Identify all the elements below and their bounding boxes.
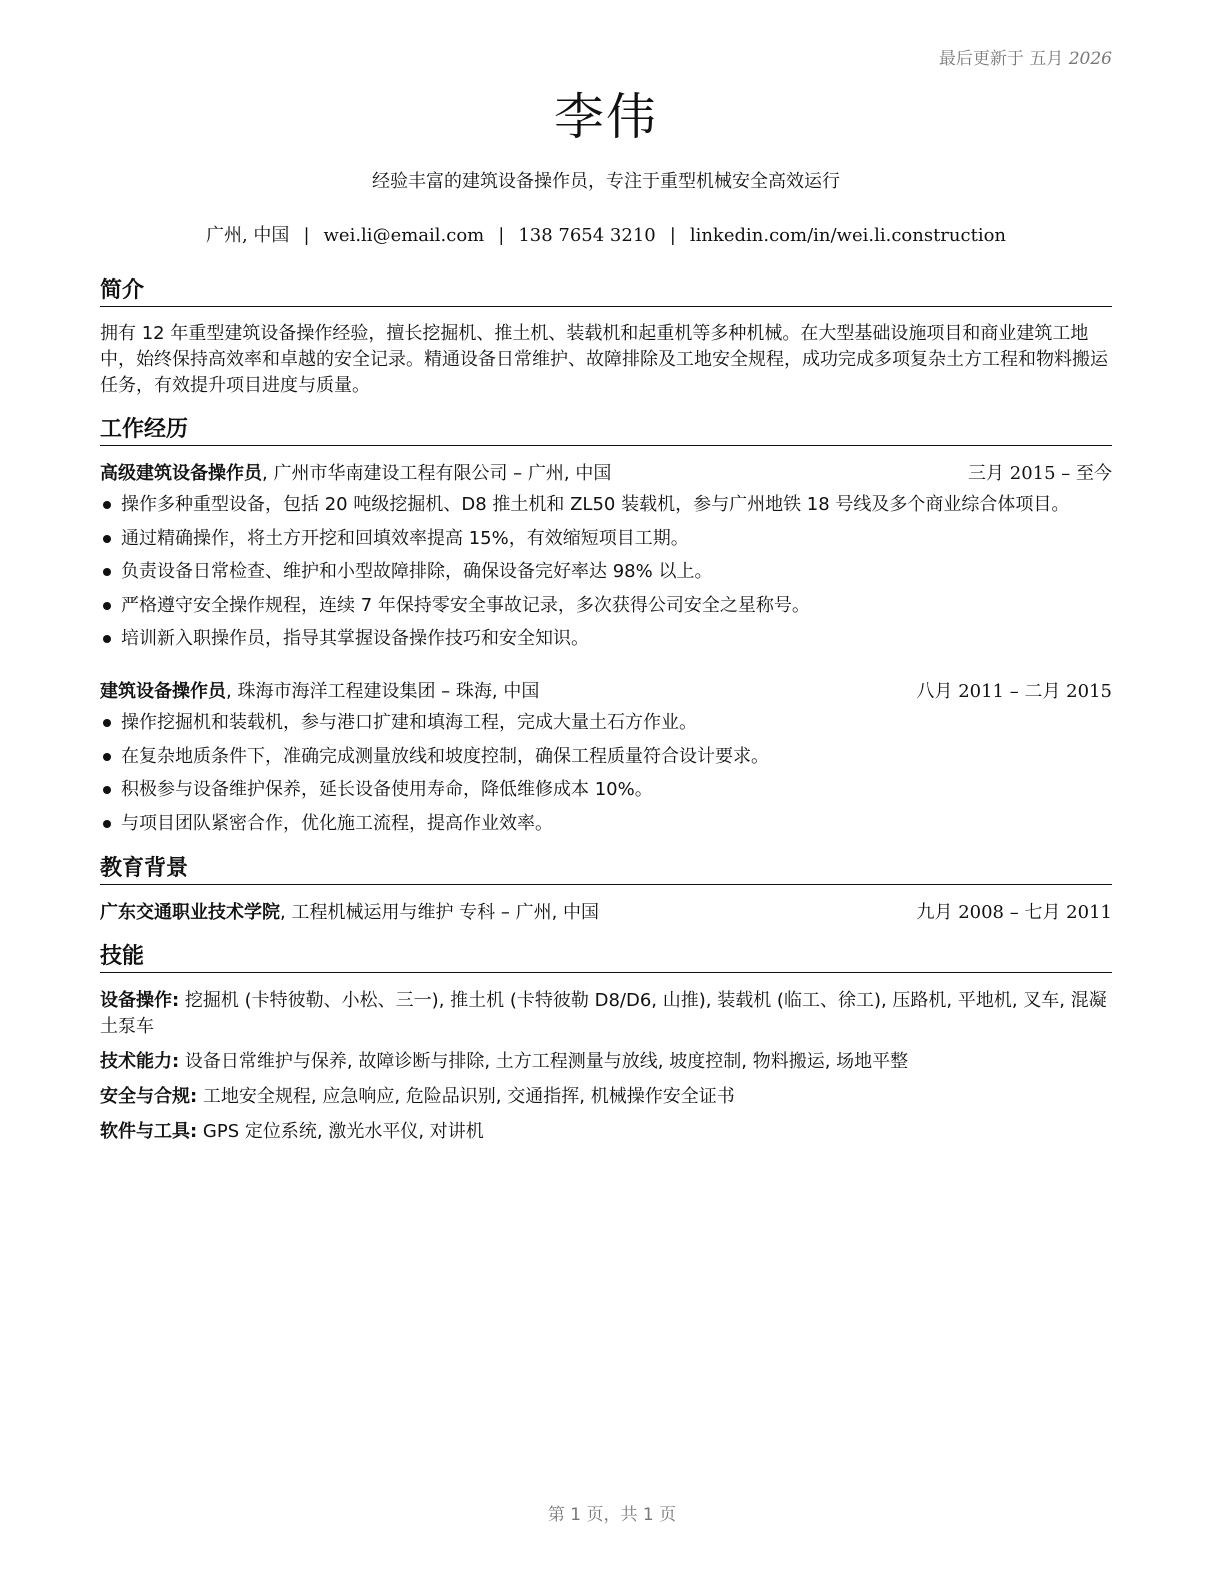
contact-linkedin[interactable]: linkedin.com/in/wei.li.construction [689, 225, 1007, 246]
contact-separator: | [669, 225, 676, 246]
last-updated-year: 2026 [1068, 49, 1112, 69]
education-entry [100, 899, 1112, 927]
job-date: 八月 2011 – 二月 2015 [916, 681, 1112, 702]
tagline: 经验丰富的建筑设备操作员，专注于重型机械安全高效运行 [372, 171, 840, 192]
contact-email[interactable]: wei.li@email.com [323, 225, 485, 246]
skill-label: 设备操作: [100, 990, 180, 1011]
skill-label: 技术能力: [100, 1051, 180, 1072]
section-title-skills: 技能 [100, 942, 1112, 973]
contact-separator: | [498, 225, 505, 246]
last-updated [939, 44, 1112, 69]
page-footer: 第 1 页，共 1 页 [547, 1505, 677, 1525]
job-date: 三月 2015 – 至今 [968, 463, 1112, 484]
contact-separator: | [303, 225, 310, 246]
list-item: 与项目团队紧密合作，优化施工流程，提高作业效率。 [100, 807, 1112, 841]
job-org: , 广州市华南建设工程有限公司 – 广州, 中国 [262, 463, 612, 484]
job-header [100, 678, 1112, 706]
list-item: 积极参与设备维护保养，延长设备使用寿命，降低维修成本 10%。 [100, 773, 1112, 807]
job-role: 高级建筑设备操作员 [100, 463, 262, 484]
skill-value: 工地安全规程, 应急响应, 危险品识别, 交通指挥, 机械操作安全证书 [197, 1086, 735, 1107]
job-header [100, 460, 1112, 488]
skill-value: 挖掘机 (卡特彼勒、小松、三一), 推土机 (卡特彼勒 D8/D6, 山推), 装载机 (临工、徐工), 压路机, 平地机, 叉车, 混凝土泵车 [100, 990, 1107, 1037]
section-title-summary: 简介 [100, 276, 1112, 307]
skill-value: 设备日常维护与保养, 故障诊断与排除, 土方工程测量与放线, 坡度控制, 物料搬运, 场地平整 [179, 1051, 909, 1072]
skill-line [100, 1049, 1112, 1075]
summary-text: 拥有 12 年重型建筑设备操作经验，擅长挖掘机、推土机、装载机和起重机等多种机械。在大型基础设施项目和商业建筑工地中，始终保持高效率和卓越的安全记录。精通设备日常维护、故障排除及工地安全规程，成功完成多项复杂土方工程和物料搬运任务，有效提升项目进度与质量。 [100, 323, 1108, 396]
education-date: 九月 2008 – 七月 2011 [916, 902, 1112, 923]
skill-value: GPS 定位系统, 激光水平仪, 对讲机 [197, 1121, 484, 1142]
section-title-education: 教育背景 [100, 854, 1112, 885]
job-role: 建筑设备操作员 [100, 681, 226, 702]
skill-line [100, 1084, 1112, 1110]
skill-label: 安全与合规: [100, 1086, 198, 1107]
contact-line [100, 222, 1112, 250]
list-item: 培训新入职操作员，指导其掌握设备操作技巧和安全知识。 [100, 622, 1112, 656]
contact-location: 广州, 中国 [205, 225, 290, 246]
list-item: 在复杂地质条件下，准确完成测量放线和坡度控制，确保工程质量符合设计要求。 [100, 740, 1112, 774]
resume-page [100, 0, 1112, 1584]
list-item: 通过精确操作，将土方开挖和回填效率提高 15%，有效缩短项目工期。 [100, 522, 1112, 556]
contact-phone: 138 7654 3210 [518, 225, 656, 246]
last-updated-label: 最后更新于 五月 [938, 49, 1064, 69]
list-item: 操作多种重型设备，包括 20 吨级挖掘机、D8 推土机和 ZL50 装载机，参与广州地铁 18 号线及多个商业综合体项目。 [100, 488, 1112, 522]
education-detail: , 工程机械运用与维护 专科 – 广州, 中国 [280, 902, 600, 923]
education-school: 广东交通职业技术学院 [100, 902, 280, 923]
candidate-name: 李伟 [554, 88, 658, 146]
list-item: 负责设备日常检查、维护和小型故障排除，确保设备完好率达 98% 以上。 [100, 555, 1112, 589]
section-title-experience: 工作经历 [100, 415, 1112, 446]
skill-line [100, 988, 1112, 1040]
skill-line [100, 1119, 1112, 1145]
skill-label: 软件与工具: [100, 1121, 198, 1142]
list-item: 操作挖掘机和装载机，参与港口扩建和填海工程，完成大量土石方作业。 [100, 706, 1112, 740]
job-bullets [100, 706, 1112, 840]
list-item: 严格遵守安全操作规程，连续 7 年保持零安全事故记录，多次获得公司安全之星称号。 [100, 589, 1112, 623]
job-org: , 珠海市海洋工程建设集团 – 珠海, 中国 [226, 681, 540, 702]
job-bullets [100, 488, 1112, 656]
